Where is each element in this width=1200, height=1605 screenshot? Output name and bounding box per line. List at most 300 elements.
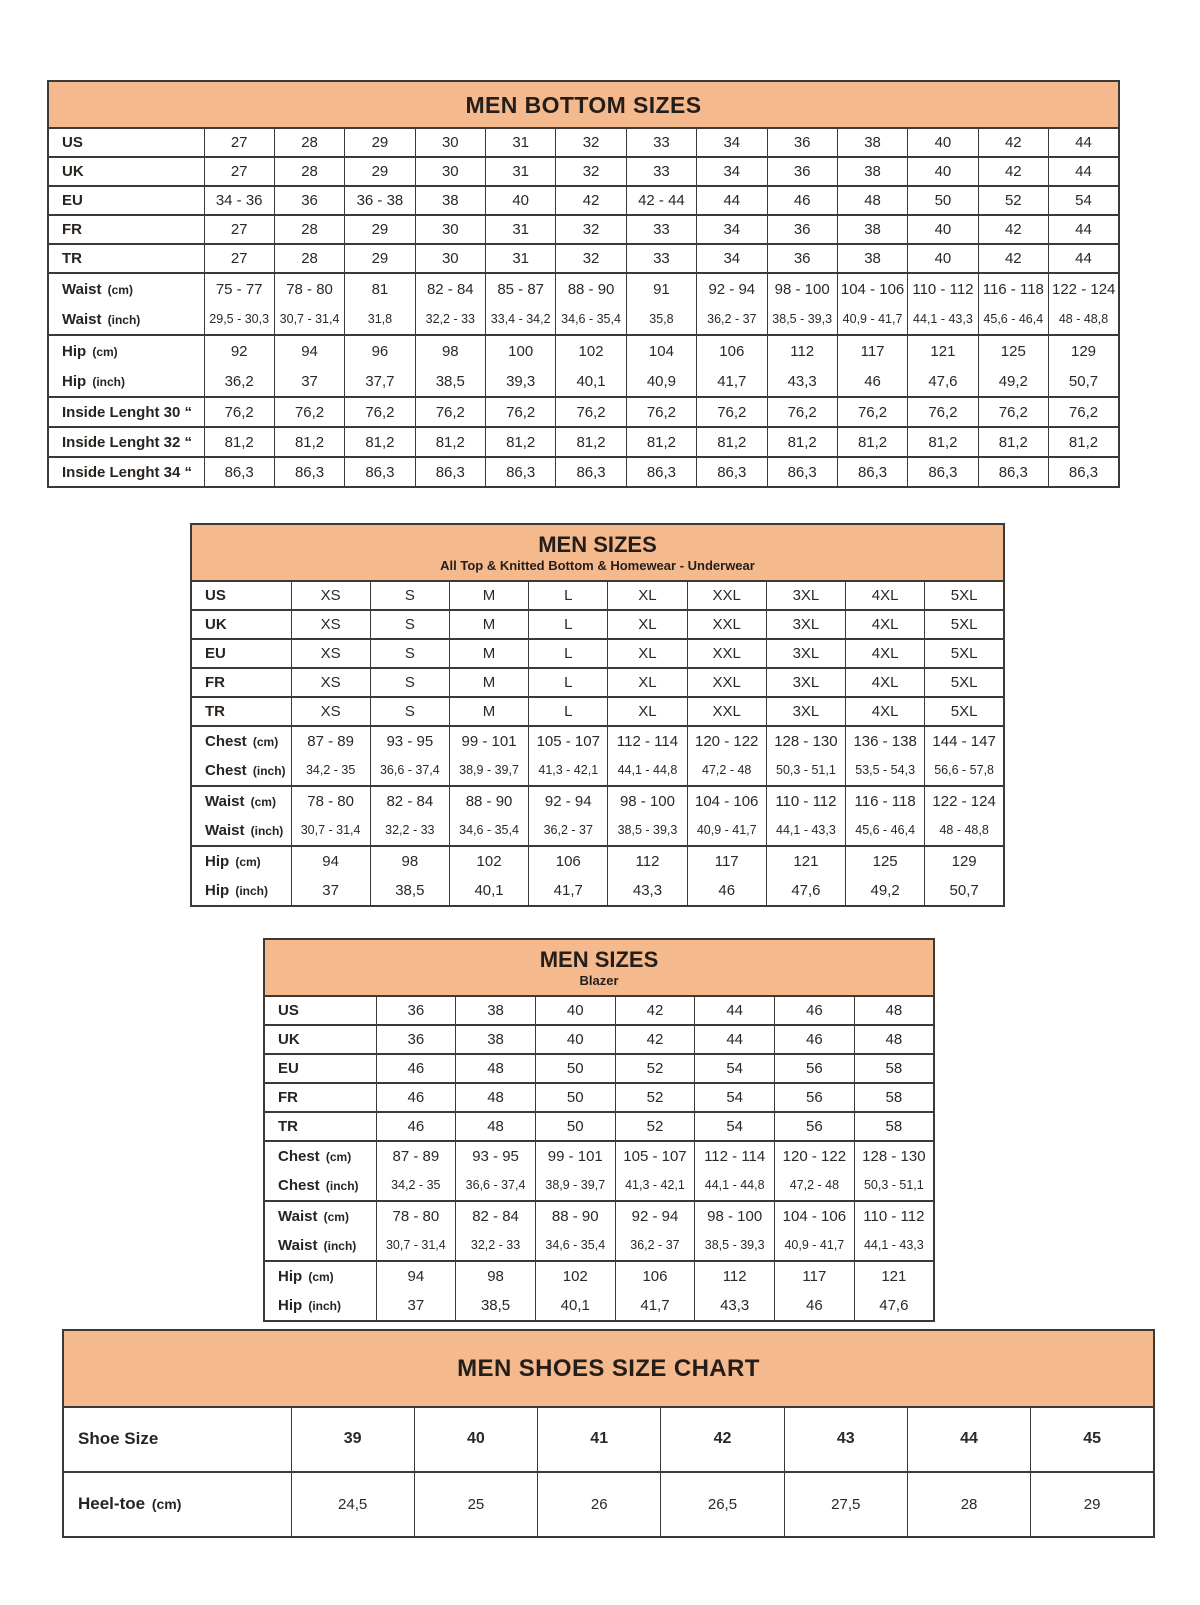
row-tr — [48, 244, 1119, 273]
size-value-cell: 76,2 — [274, 397, 344, 427]
row-label — [63, 1407, 291, 1472]
row-label-text: Hip — [62, 372, 87, 390]
size-value-cell: 102 — [535, 1261, 615, 1291]
size-value-cell: 41,7 — [697, 366, 767, 397]
size-value-cell: 44,1 - 43,3 — [908, 304, 978, 335]
row-label-text: Inside Lenght 32 “ — [62, 433, 193, 451]
size-value-cell: 44 — [1049, 157, 1120, 186]
size-value-cell: 30 — [415, 157, 485, 186]
size-value-cell: 43,3 — [767, 366, 837, 397]
row-label — [48, 128, 204, 157]
row-unit-text: (cm) — [250, 794, 276, 809]
row-unit-text: (cm) — [323, 1209, 349, 1224]
size-value-cell: 46 — [376, 1083, 456, 1112]
size-value-cell: 76,2 — [978, 397, 1048, 427]
row-label — [191, 876, 291, 906]
size-value-cell: M — [449, 610, 528, 639]
size-value-cell: 50,3 - 51,1 — [854, 1171, 934, 1201]
size-value-cell: 102 — [556, 335, 626, 366]
size-value-cell: XL — [608, 697, 687, 726]
size-value-cell: 81,2 — [415, 427, 485, 457]
row-label-text: US — [205, 586, 226, 604]
size-value-cell: 40,1 — [556, 366, 626, 397]
row-label — [48, 273, 204, 304]
size-value-cell: 81,2 — [697, 427, 767, 457]
table-subtitle: All Top & Knitted Bottom & Homewear - Underwear — [440, 558, 755, 574]
size-value-cell: 129 — [925, 846, 1004, 876]
size-value-cell: 112 — [695, 1261, 775, 1291]
size-value-cell: 36,2 - 37 — [697, 304, 767, 335]
row-label-text: UK — [205, 615, 227, 633]
size-value-cell: 86,3 — [697, 457, 767, 487]
size-value-cell: 81,2 — [837, 427, 907, 457]
size-value-cell: 46 — [767, 186, 837, 215]
size-value-cell: 50 — [535, 1112, 615, 1141]
size-value-cell: 38,5 — [456, 1291, 536, 1321]
size-value-cell: 48 — [854, 1025, 934, 1054]
size-value-cell: 32,2 - 33 — [456, 1231, 536, 1261]
size-value-cell: 117 — [837, 335, 907, 366]
size-value-cell: 40,9 - 41,7 — [775, 1231, 855, 1261]
size-value-cell: 24,5 — [291, 1472, 414, 1537]
row-label-text: EU — [62, 192, 83, 210]
size-value-cell: 86,3 — [908, 457, 978, 487]
table-title: MEN SHOES SIZE CHART — [457, 1355, 760, 1382]
size-value-cell: 52 — [615, 1083, 695, 1112]
size-value-cell: 36 — [376, 1025, 456, 1054]
size-value-cell: S — [370, 639, 449, 668]
row-label — [264, 1083, 376, 1112]
size-value-cell: 136 - 138 — [846, 726, 925, 756]
size-value-cell: 106 — [615, 1261, 695, 1291]
row-us — [264, 996, 934, 1025]
size-value-cell: 44,1 - 44,8 — [695, 1171, 775, 1201]
size-value-cell: 44,1 - 44,8 — [608, 756, 687, 786]
size-value-cell: 129 — [1049, 335, 1120, 366]
size-value-cell: 42 — [978, 215, 1048, 244]
row-label-text: Waist — [278, 1236, 318, 1254]
size-value-cell: 52 — [615, 1112, 695, 1141]
size-value-cell: 40 — [908, 244, 978, 273]
row-label — [63, 1472, 291, 1537]
size-value-cell: 29 — [1031, 1472, 1154, 1537]
size-value-cell: 88 - 90 — [535, 1201, 615, 1231]
size-value-cell: 40,1 — [535, 1291, 615, 1321]
size-value-cell: 40 — [414, 1407, 537, 1472]
row-unit-text: (cm) — [235, 854, 261, 869]
size-value-cell: 104 — [626, 335, 696, 366]
row-unit-text: (inch) — [308, 1298, 342, 1313]
size-value-cell: 3XL — [766, 697, 845, 726]
size-value-cell: 38,5 - 39,3 — [695, 1231, 775, 1261]
size-value-cell: 54 — [695, 1054, 775, 1083]
size-value-cell: 58 — [854, 1083, 934, 1112]
size-value-cell: 37 — [274, 366, 344, 397]
size-value-cell: 38,5 - 39,3 — [608, 816, 687, 846]
size-value-cell: 27,5 — [784, 1472, 907, 1537]
size-value-cell: 34 — [697, 244, 767, 273]
size-value-cell: 42 — [615, 996, 695, 1025]
size-value-cell: 43,3 — [608, 876, 687, 906]
size-value-cell: 36 — [274, 186, 344, 215]
size-value-cell: 81,2 — [626, 427, 696, 457]
men-sizes-tops-section — [190, 523, 1005, 907]
size-value-cell: 42 — [978, 128, 1048, 157]
size-value-cell: XS — [291, 697, 370, 726]
row-chest-cm — [191, 726, 1004, 756]
size-value-cell: 38 — [456, 1025, 536, 1054]
size-value-cell: 82 - 84 — [370, 786, 449, 816]
size-value-cell: 46 — [837, 366, 907, 397]
row-label-text: Hip — [205, 881, 230, 899]
size-value-cell: 34 — [697, 157, 767, 186]
row-unit-text: (cm) — [151, 1496, 182, 1513]
size-value-cell: 36 — [767, 157, 837, 186]
size-value-cell: 86,3 — [767, 457, 837, 487]
size-value-cell: 30 — [415, 244, 485, 273]
row-label — [48, 427, 204, 457]
table-header-band — [63, 1330, 1154, 1407]
size-value-cell: 76,2 — [626, 397, 696, 427]
size-value-cell: 98 — [456, 1261, 536, 1291]
row-hip-inch — [48, 366, 1119, 397]
size-value-cell: 98 - 100 — [695, 1201, 775, 1231]
size-value-cell: 81,2 — [978, 427, 1048, 457]
size-value-cell: 33 — [626, 128, 696, 157]
size-value-cell: XS — [291, 668, 370, 697]
size-value-cell: 46 — [687, 876, 766, 906]
size-value-cell: 42 — [661, 1407, 784, 1472]
row-label — [191, 756, 291, 786]
size-value-cell: 46 — [775, 996, 855, 1025]
size-value-cell: 48 — [456, 1112, 536, 1141]
size-value-cell: 106 — [697, 335, 767, 366]
size-value-cell: 42 — [978, 244, 1048, 273]
size-value-cell: 81 — [345, 273, 415, 304]
size-value-cell: 40 — [535, 996, 615, 1025]
row-unit-text: (cm) — [92, 344, 118, 359]
size-value-cell: XXL — [687, 639, 766, 668]
row-heel-toe-cm — [63, 1472, 1154, 1537]
size-value-cell: 86,3 — [1049, 457, 1120, 487]
row-label — [264, 1171, 376, 1201]
size-value-cell: 32 — [556, 128, 626, 157]
men-bottom-sizes-table — [47, 80, 1120, 488]
size-value-cell: 42 — [556, 186, 626, 215]
size-value-cell: 94 — [376, 1261, 456, 1291]
row-label — [191, 668, 291, 697]
men-bottom-sizes-section — [47, 80, 1120, 488]
men-shoes-size-chart-table — [62, 1329, 1155, 1538]
size-value-cell: 45,6 - 46,4 — [978, 304, 1048, 335]
row-inside-lenght-30 — [48, 397, 1119, 427]
size-value-cell: 110 - 112 — [854, 1201, 934, 1231]
size-value-cell: 58 — [854, 1112, 934, 1141]
row-label — [191, 846, 291, 876]
row-label — [48, 244, 204, 273]
row-hip-cm — [48, 335, 1119, 366]
size-value-cell: 40,9 — [626, 366, 696, 397]
row-chest-inch — [191, 756, 1004, 786]
size-value-cell: 56 — [775, 1112, 855, 1141]
row-eu — [191, 639, 1004, 668]
size-value-cell: 81,2 — [204, 427, 274, 457]
size-value-cell: 34,2 - 35 — [376, 1171, 456, 1201]
size-value-cell: 4XL — [846, 610, 925, 639]
row-unit-text: (inch) — [92, 374, 126, 389]
size-value-cell: 33 — [626, 244, 696, 273]
row-label — [264, 1112, 376, 1141]
size-value-cell: 29 — [345, 157, 415, 186]
row-unit-text: (inch) — [235, 883, 269, 898]
size-value-cell: 86,3 — [204, 457, 274, 487]
size-value-cell: 82 - 84 — [415, 273, 485, 304]
row-label-text: UK — [278, 1030, 300, 1048]
row-label — [264, 1291, 376, 1321]
table-header-band — [48, 81, 1119, 128]
size-value-cell: 105 - 107 — [615, 1141, 695, 1171]
row-label-text: US — [62, 134, 83, 152]
size-value-cell: 78 - 80 — [274, 273, 344, 304]
row-label-text: Waist — [205, 821, 245, 839]
row-unit-text: (inch) — [107, 312, 141, 327]
row-label — [264, 1201, 376, 1231]
size-value-cell: 121 — [854, 1261, 934, 1291]
size-value-cell: 34,6 - 35,4 — [535, 1231, 615, 1261]
size-value-cell: 5XL — [925, 697, 1004, 726]
men-shoes-size-chart-section — [62, 1329, 1155, 1538]
size-value-cell: 81,2 — [767, 427, 837, 457]
size-value-cell: 38,9 - 39,7 — [535, 1171, 615, 1201]
row-label-text: Waist — [62, 310, 102, 328]
row-label-text: TR — [278, 1117, 298, 1135]
size-value-cell: 120 - 122 — [775, 1141, 855, 1171]
row-eu — [48, 186, 1119, 215]
size-value-cell: 49,2 — [978, 366, 1048, 397]
size-value-cell: 32 — [556, 244, 626, 273]
size-value-cell: 122 - 124 — [925, 786, 1004, 816]
size-value-cell: L — [529, 697, 608, 726]
size-value-cell: XXL — [687, 610, 766, 639]
table-header-band — [264, 939, 934, 996]
size-value-cell: 44 — [695, 1025, 775, 1054]
size-value-cell: L — [529, 610, 608, 639]
size-value-cell: 25 — [414, 1472, 537, 1537]
table-subtitle: Blazer — [579, 973, 619, 989]
row-label-text: FR — [278, 1088, 298, 1106]
size-value-cell: 44 — [1049, 244, 1120, 273]
size-value-cell: 76,2 — [556, 397, 626, 427]
size-value-cell: 85 - 87 — [486, 273, 556, 304]
size-value-cell: 93 - 95 — [370, 726, 449, 756]
size-value-cell: 41,7 — [529, 876, 608, 906]
size-value-cell: 38,5 — [370, 876, 449, 906]
size-value-cell: 27 — [204, 157, 274, 186]
size-value-cell: 92 - 94 — [697, 273, 767, 304]
size-value-cell: 86,3 — [837, 457, 907, 487]
row-label-text: TR — [62, 250, 82, 268]
size-value-cell: 82 - 84 — [456, 1201, 536, 1231]
size-value-cell: 128 - 130 — [854, 1141, 934, 1171]
size-value-cell: 44,1 - 43,3 — [766, 816, 845, 846]
size-value-cell: 94 — [291, 846, 370, 876]
row-label-text: Waist — [278, 1207, 318, 1225]
size-value-cell: 26 — [538, 1472, 661, 1537]
row-label-text: Chest — [205, 732, 247, 750]
size-value-cell: 86,3 — [556, 457, 626, 487]
size-value-cell: 29 — [345, 215, 415, 244]
size-value-cell: 30 — [415, 128, 485, 157]
row-hip-cm — [191, 846, 1004, 876]
size-value-cell: 81,2 — [486, 427, 556, 457]
row-label-text: Heel-toe — [78, 1494, 146, 1514]
size-value-cell: 28 — [274, 157, 344, 186]
size-value-cell: 88 - 90 — [556, 273, 626, 304]
size-value-cell: 81,2 — [345, 427, 415, 457]
size-value-cell: 45,6 - 46,4 — [846, 816, 925, 846]
size-value-cell: 117 — [775, 1261, 855, 1291]
size-value-cell: 76,2 — [1049, 397, 1120, 427]
row-label — [264, 1231, 376, 1261]
size-value-cell: 54 — [1049, 186, 1120, 215]
size-value-cell: 40 — [908, 128, 978, 157]
table-title: MEN SIZES — [538, 532, 657, 557]
row-unit-text: (inch) — [250, 823, 284, 838]
size-value-cell: XL — [608, 610, 687, 639]
size-value-cell: 36,6 - 37,4 — [370, 756, 449, 786]
size-value-cell: 3XL — [766, 639, 845, 668]
size-value-cell: L — [529, 639, 608, 668]
size-value-cell: 31,8 — [345, 304, 415, 335]
row-label-text: FR — [62, 221, 82, 239]
size-value-cell: 34 — [697, 128, 767, 157]
size-value-cell: 93 - 95 — [456, 1141, 536, 1171]
size-value-cell: XL — [608, 581, 687, 610]
row-uk — [191, 610, 1004, 639]
size-value-cell: 76,2 — [415, 397, 485, 427]
row-us — [48, 128, 1119, 157]
size-value-cell: 43 — [784, 1407, 907, 1472]
row-label-text: Hip — [278, 1267, 303, 1285]
row-waist-inch — [191, 816, 1004, 846]
size-value-cell: 49,2 — [846, 876, 925, 906]
row-unit-text: (cm) — [325, 1149, 352, 1164]
row-label — [48, 397, 204, 427]
size-value-cell: XXL — [687, 697, 766, 726]
size-value-cell: 102 — [449, 846, 528, 876]
size-value-cell: 47,6 — [766, 876, 845, 906]
size-value-cell: 44 — [1049, 128, 1120, 157]
row-waist-inch — [264, 1231, 934, 1261]
size-value-cell: 120 - 122 — [687, 726, 766, 756]
size-value-cell: 46 — [376, 1054, 456, 1083]
row-inside-lenght-32 — [48, 427, 1119, 457]
row-label-text: Hip — [278, 1296, 303, 1314]
size-value-cell: 42 - 44 — [626, 186, 696, 215]
size-value-cell: 34 - 36 — [204, 186, 274, 215]
size-value-cell: 98 — [370, 846, 449, 876]
size-value-cell: 76,2 — [345, 397, 415, 427]
row-label — [48, 157, 204, 186]
size-value-cell: 27 — [204, 244, 274, 273]
size-value-cell: 37 — [376, 1291, 456, 1321]
row-waist-cm — [191, 786, 1004, 816]
size-value-cell: 33 — [626, 215, 696, 244]
row-label — [48, 335, 204, 366]
size-value-cell: 78 - 80 — [291, 786, 370, 816]
row-label — [48, 457, 204, 487]
size-value-cell: 34,6 - 35,4 — [556, 304, 626, 335]
size-value-cell: 36,2 — [204, 366, 274, 397]
size-value-cell: 29 — [345, 128, 415, 157]
size-value-cell: 58 — [854, 1054, 934, 1083]
size-value-cell: 76,2 — [204, 397, 274, 427]
size-value-cell: 35,8 — [626, 304, 696, 335]
row-unit-text: (inch) — [325, 1178, 359, 1193]
row-label — [264, 1025, 376, 1054]
row-label — [191, 697, 291, 726]
size-value-cell: 34,2 - 35 — [291, 756, 370, 786]
size-value-cell: 31 — [486, 128, 556, 157]
size-value-cell: 117 — [687, 846, 766, 876]
size-value-cell: 46 — [775, 1025, 855, 1054]
size-value-cell: 28 — [907, 1472, 1030, 1537]
size-value-cell: 52 — [978, 186, 1048, 215]
size-value-cell: 38 — [456, 996, 536, 1025]
size-value-cell: 29,5 - 30,3 — [204, 304, 274, 335]
size-value-cell: 56 — [775, 1083, 855, 1112]
row-chest-inch — [264, 1171, 934, 1201]
size-value-cell: XXL — [687, 581, 766, 610]
row-uk — [48, 157, 1119, 186]
size-value-cell: 46 — [376, 1112, 456, 1141]
size-value-cell: 50,7 — [1049, 366, 1120, 397]
size-value-cell: 112 - 114 — [608, 726, 687, 756]
size-value-cell: 87 - 89 — [291, 726, 370, 756]
size-value-cell: 30,7 - 31,4 — [291, 816, 370, 846]
size-value-cell: 110 - 112 — [766, 786, 845, 816]
size-value-cell: 5XL — [925, 639, 1004, 668]
size-value-cell: L — [529, 581, 608, 610]
row-label — [191, 610, 291, 639]
size-value-cell: M — [449, 697, 528, 726]
size-value-cell: 36 — [767, 215, 837, 244]
row-label-text: EU — [278, 1059, 299, 1077]
table-title: MEN SIZES — [539, 947, 659, 972]
size-value-cell: 48 - 48,8 — [1049, 304, 1120, 335]
size-value-cell: 41,3 - 42,1 — [529, 756, 608, 786]
size-value-cell: 75 - 77 — [204, 273, 274, 304]
size-value-cell: 50,7 — [925, 876, 1004, 906]
size-value-cell: 48 — [854, 996, 934, 1025]
size-value-cell: 92 — [204, 335, 274, 366]
row-label — [191, 816, 291, 846]
row-label — [264, 1054, 376, 1083]
size-value-cell: 40,9 - 41,7 — [837, 304, 907, 335]
size-value-cell: 41 — [538, 1407, 661, 1472]
size-value-cell: 28 — [274, 244, 344, 273]
size-value-cell: 56 — [775, 1054, 855, 1083]
size-value-cell: 36 — [767, 244, 837, 273]
size-value-cell: 86,3 — [415, 457, 485, 487]
size-value-cell: 36 — [376, 996, 456, 1025]
size-value-cell: XS — [291, 639, 370, 668]
size-value-cell: 99 - 101 — [449, 726, 528, 756]
size-value-cell: 116 - 118 — [846, 786, 925, 816]
size-value-cell: XL — [608, 668, 687, 697]
size-value-cell: 100 — [486, 335, 556, 366]
size-value-cell: 47,6 — [854, 1291, 934, 1321]
